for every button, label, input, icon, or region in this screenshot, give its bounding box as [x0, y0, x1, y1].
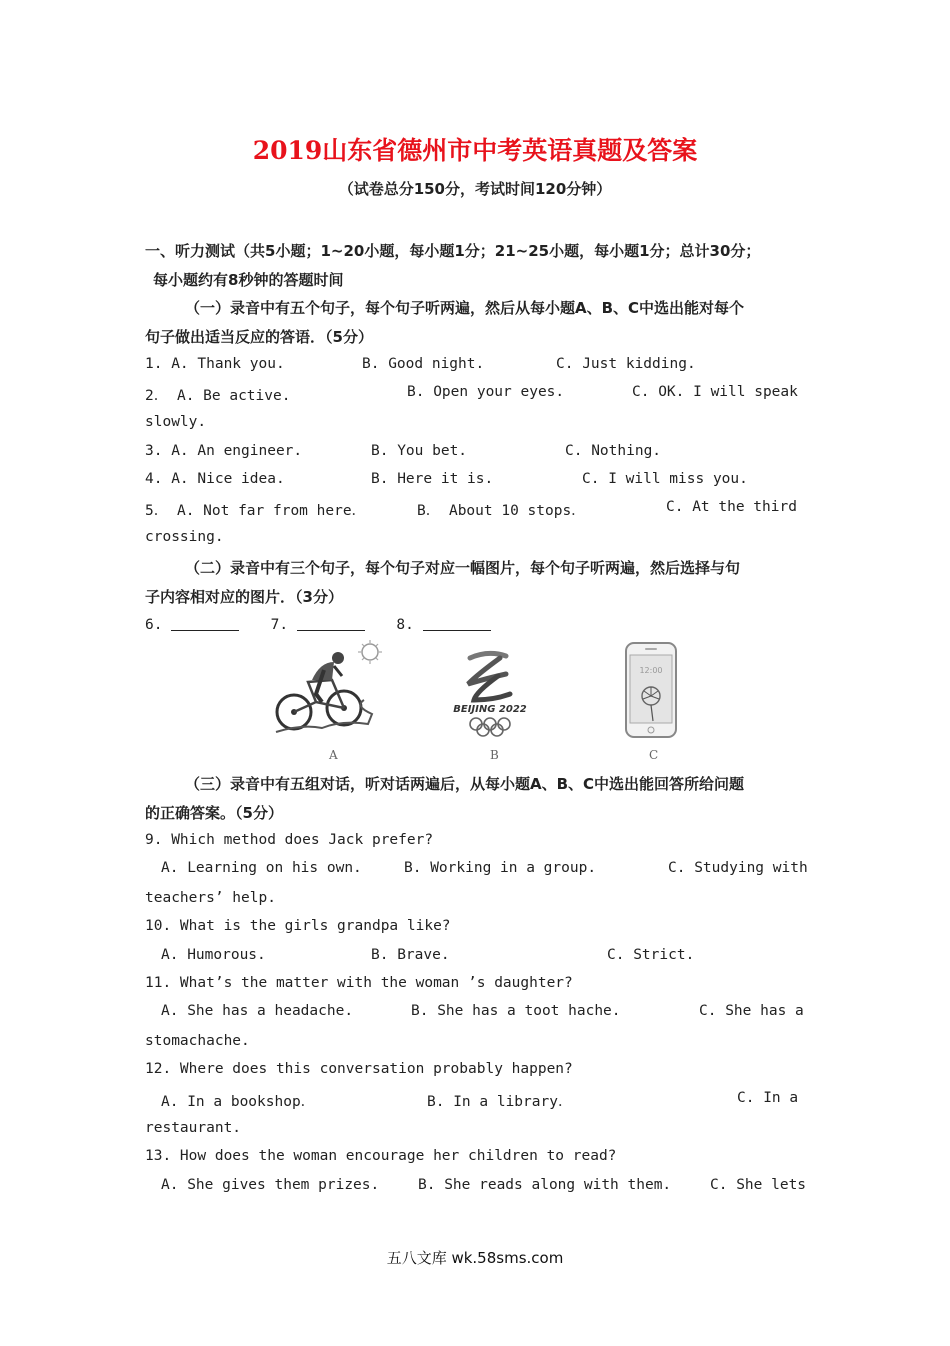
- q10-option-a: A. Humorous.: [161, 947, 266, 963]
- image-c-label: C: [649, 748, 659, 762]
- q9-option-a: A. Learning on his own.: [161, 860, 362, 876]
- q8-blank[interactable]: [423, 616, 491, 631]
- phone-screen-time: 12:00: [639, 666, 663, 675]
- q2-option-c: C. OK. I will speak: [632, 384, 798, 400]
- q11-question: 11. What’s the matter with the woman ’s daughter?: [145, 975, 573, 991]
- q10-option-b: B. Brave.: [371, 947, 450, 963]
- q5-option-b: B． About 10 stops．: [417, 503, 586, 519]
- q11-option-c: C. She has a: [699, 1003, 804, 1019]
- q12-option-c: C. In a: [737, 1090, 799, 1106]
- section-heading: 一、听力测试（共5小题；1~20小题，每小题1分；21~25小题，每小题1分；总计30分；: [145, 242, 761, 260]
- q13-option-c: C. She lets: [710, 1177, 807, 1193]
- q1-option-b: B. Good night.: [362, 356, 485, 372]
- q2-option-a: 2． A. Be active.: [145, 388, 291, 404]
- q5-option-c-cont: crossing.: [145, 529, 224, 545]
- blanks-row: [145, 616, 491, 633]
- q4-option-a: 4. A. Nice idea.: [145, 471, 285, 487]
- q4-option-b: B. Here it is.: [371, 471, 494, 487]
- page-footer: 五八文库 wk.58sms.com: [386, 1249, 564, 1267]
- q10-question: 10. What is the girls grandpa like?: [145, 918, 451, 934]
- q4-option-c: C. I will miss you.: [582, 471, 748, 487]
- q6-label: 6.: [145, 617, 163, 633]
- q11-option-a: A. She has a headache.: [161, 1003, 354, 1019]
- q5-option-a: 5． A. Not far from here．: [145, 503, 367, 519]
- part1-instruction: （一）录音中有五个句子，每个句子听两遍，然后从每小题A、B、C中选出能对每个: [185, 299, 745, 317]
- q13-question: 13. How does the woman encourage her children to read?: [145, 1148, 617, 1164]
- image-a-label: A: [329, 748, 338, 762]
- section-heading-cont: 每小题约有8秒钟的答题时间: [153, 271, 344, 289]
- q3-option-c: C. Nothing.: [565, 443, 662, 459]
- q13-option-b: B. She reads along with them.: [418, 1177, 672, 1193]
- smartphone-icon: [624, 641, 678, 739]
- image-b-label: B: [490, 748, 499, 762]
- q9-question: 9. Which method does Jack prefer?: [145, 832, 434, 848]
- q3-option-b: B. You bet.: [371, 443, 468, 459]
- q12-option-c-cont: restaurant.: [145, 1120, 242, 1136]
- page-title: 2019山东省德州市中考英语真题及答案: [252, 136, 698, 165]
- q7-label: 7.: [270, 617, 289, 633]
- q9-option-b: B. Working in a group.: [404, 860, 597, 876]
- q13-option-a: A. She gives them prizes.: [161, 1177, 380, 1193]
- part2-instruction-cont: 子内容相对应的图片．（3分）: [145, 588, 343, 606]
- q2-option-c-cont: slowly.: [145, 414, 207, 430]
- beijing-2022-emblem-icon: [448, 644, 532, 740]
- q12-option-a: A. In a bookshop．: [161, 1094, 316, 1110]
- q11-option-c-cont: stomachache.: [145, 1033, 250, 1049]
- q12-question: 12. Where does this conversation probably happen?: [145, 1061, 573, 1077]
- q9-option-c: C. Studying with: [668, 860, 808, 876]
- q10-option-c: C. Strict.: [607, 947, 695, 963]
- cyclist-icon: [272, 640, 384, 740]
- part3-instruction-cont: 的正确答案。（5分）: [145, 804, 283, 822]
- q9-option-c-cont: teachers’ help.: [145, 890, 276, 906]
- q1-option-a: 1. A. Thank you.: [145, 356, 285, 372]
- part3-instruction: （三）录音中有五组对话，听对话两遍后，从每小题A、B、C中选出能回答所给问题: [185, 775, 745, 793]
- q2-option-b: B. Open your eyes.: [407, 384, 565, 400]
- page-subtitle: （试卷总分150分，考试时间120分钟）: [338, 180, 612, 198]
- q11-option-b: B. She has a toot hache.: [411, 1003, 621, 1019]
- q7-blank[interactable]: [297, 616, 365, 631]
- q12-option-b: B. In a library．: [427, 1094, 573, 1110]
- q5-option-c: C. At the third: [666, 499, 797, 515]
- q1-option-c: C. Just kidding.: [556, 356, 696, 372]
- q3-option-a: 3. A. An engineer.: [145, 443, 303, 459]
- q8-label: 8.: [396, 617, 414, 633]
- part2-instruction: （二）录音中有三个句子，每个句子对应一幅图片，每个句子听两遍，然后选择与句: [185, 559, 741, 577]
- part1-instruction-cont: 句子做出适当反应的答语．（5分）: [145, 328, 373, 346]
- q6-blank[interactable]: [171, 616, 239, 631]
- emblem-text: BEIJING 2022: [453, 704, 527, 715]
